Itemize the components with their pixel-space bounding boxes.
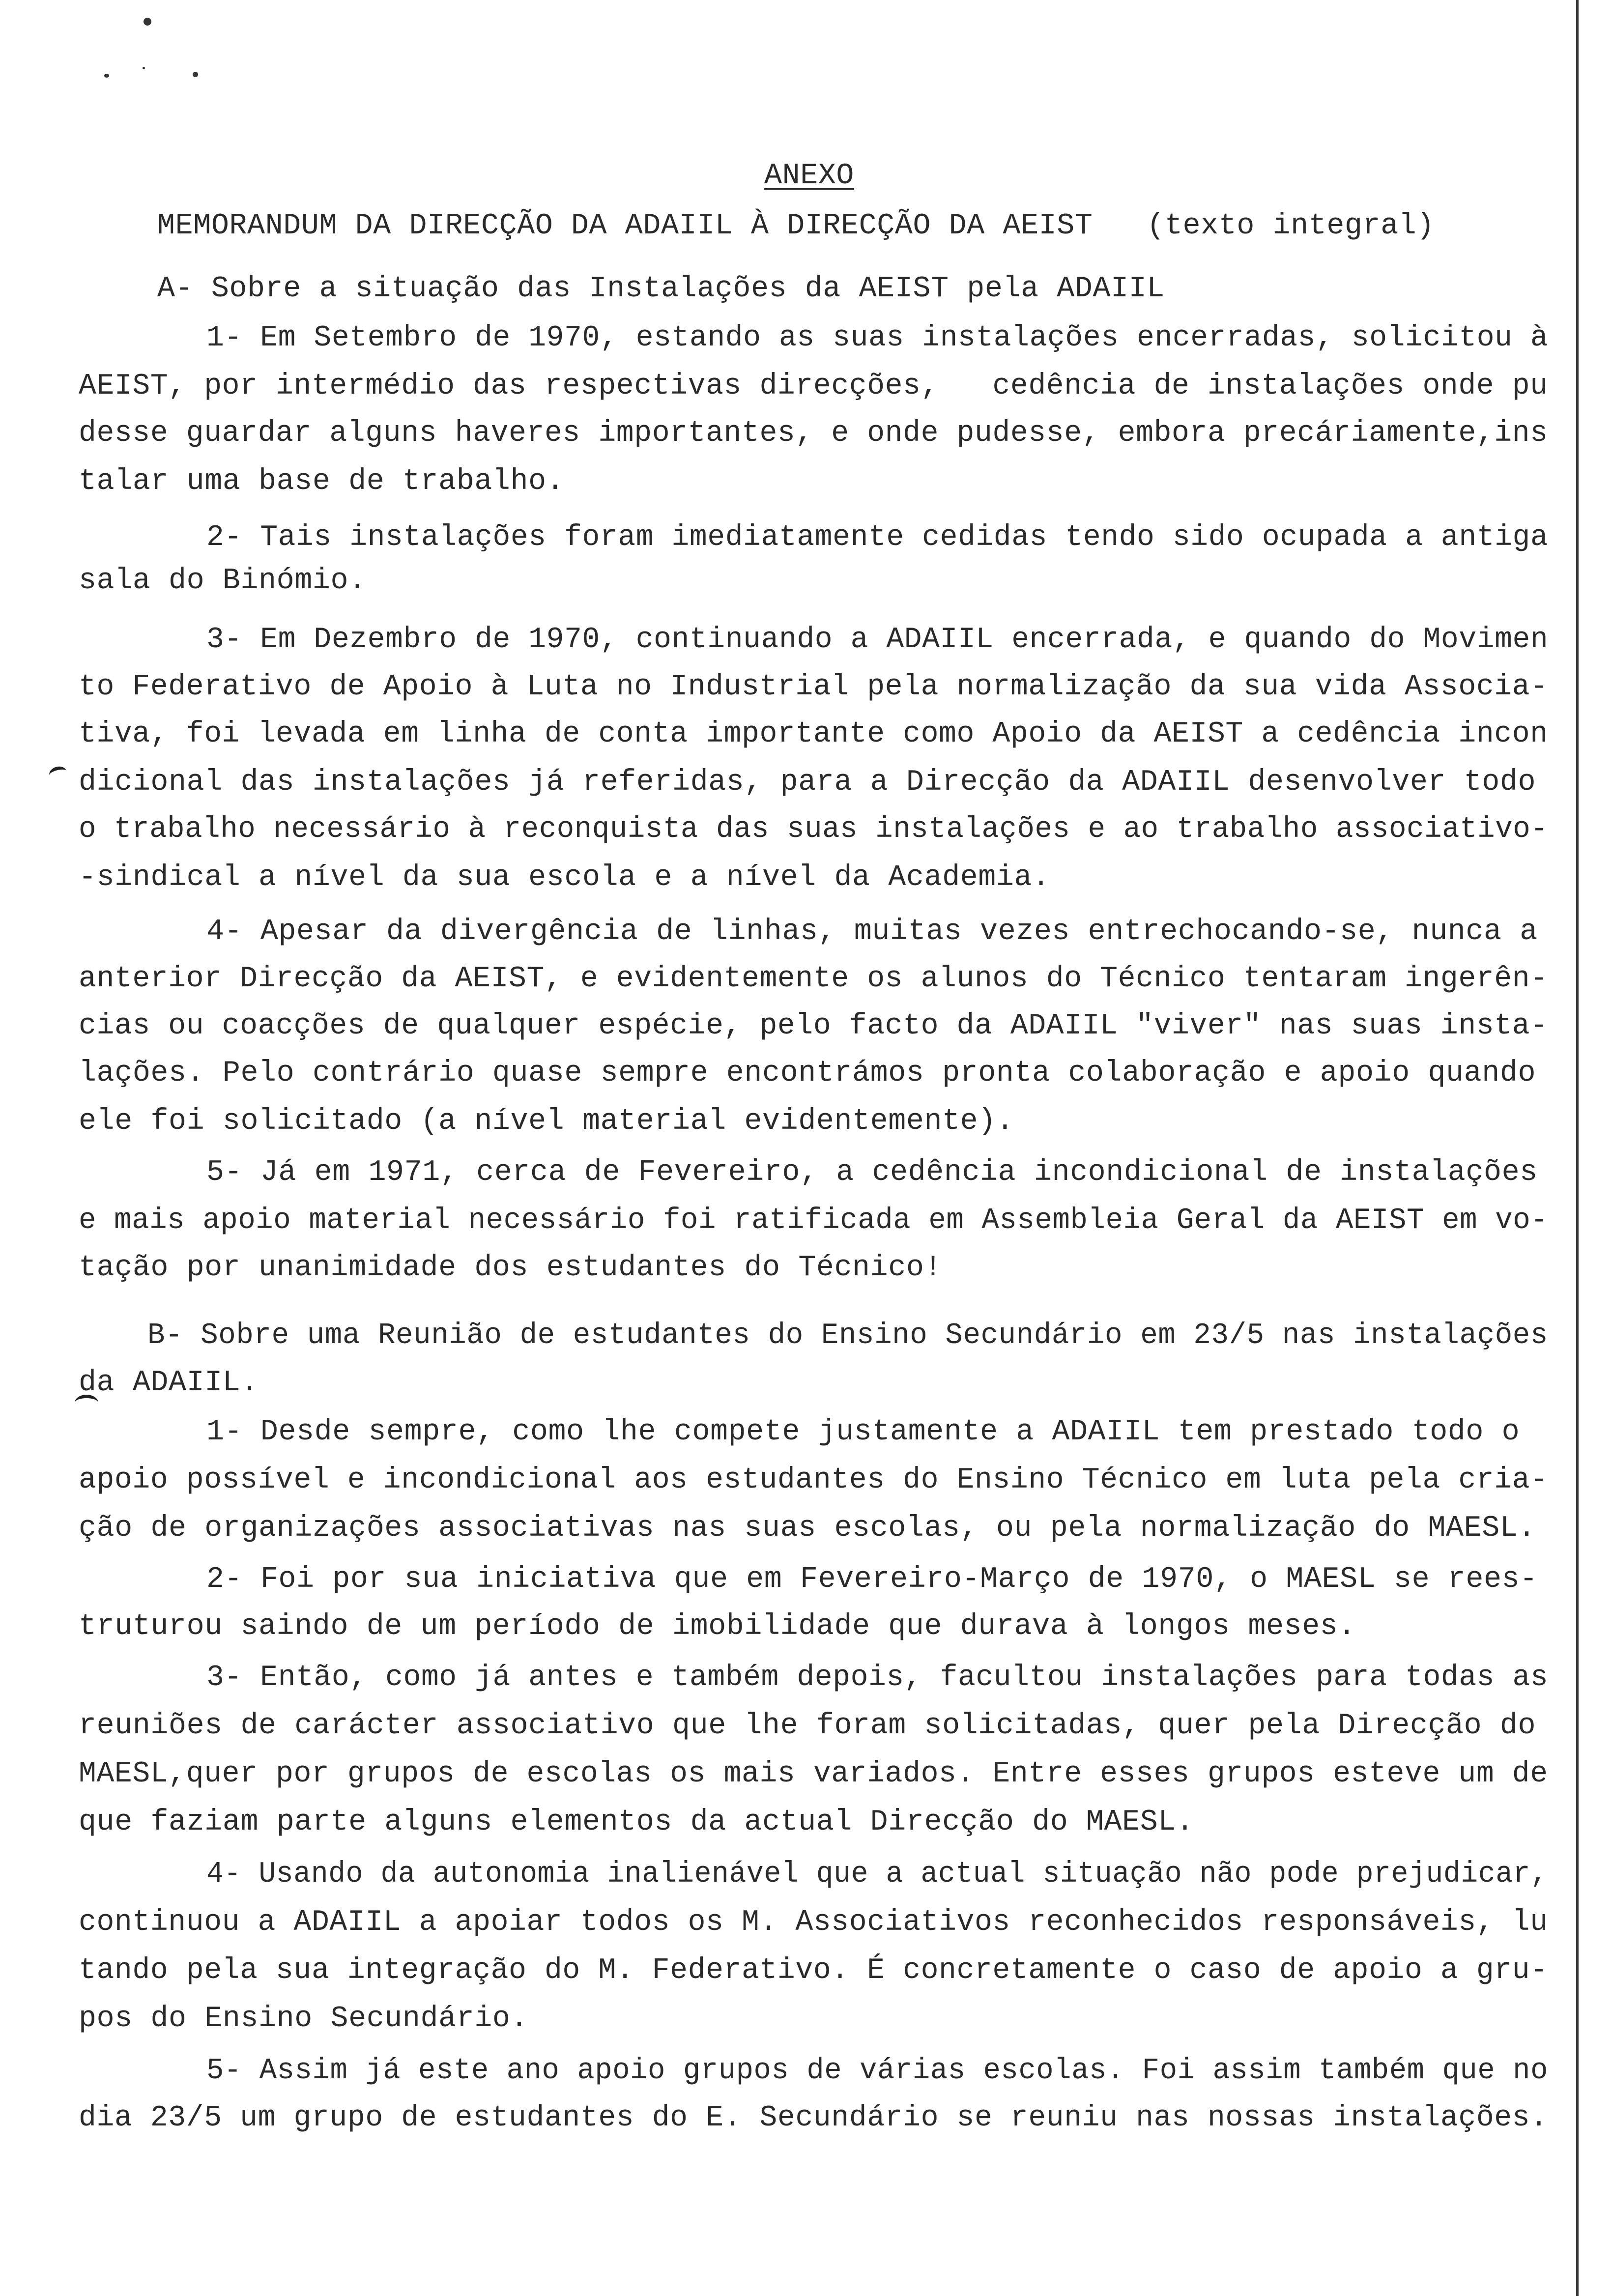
document-subtitle: MEMORANDUM DA DIRECÇÃO DA ADAIIL À DIRECÇÃO DA AEIST (texto integral)	[157, 209, 1435, 243]
paragraph-line: dicional das instalações já referidas, para a Direcção da ADAIIL desenvolver todo	[79, 766, 1536, 799]
paragraph-line: desse guardar alguns haveres importantes, e onde pudesse, embora precáriamente,ins	[79, 417, 1548, 450]
paragraph-line: tiva, foi levada em linha de conta importante como Apoio da AEIST a cedência incon	[79, 718, 1548, 751]
section-heading-b-continued: da ADAIIL.	[79, 1366, 259, 1400]
ink-speck	[193, 72, 198, 77]
paragraph-line: e mais apoio material necessário foi ratificada em Assembleia Geral da AEIST em vo-	[79, 1204, 1549, 1237]
paragraph-line: 3- Em Dezembro de 1970, continuando a ADAIIL encerrada, e quando do Movimen	[206, 623, 1549, 657]
paragraph-line: 4- Usando da autonomia inalienável que a actual situação não pode prejudicar,	[206, 1858, 1548, 1891]
paragraph-line: tando pela sua integração do M. Federativo. É concretamente o caso de apoio a gru-	[79, 1954, 1548, 1987]
paragraph-line: 1- Desde sempre, como lhe compete justamente a ADAIIL tem prestado todo o	[206, 1415, 1520, 1449]
paragraph-line: o trabalho necessário à reconquista das suas instalações e ao trabalho associativo-	[79, 813, 1549, 846]
handwritten-mark	[48, 765, 68, 782]
paragraph-line: to Federativo de Apoio à Luta no Industrial pela normalização da sua vida Associa-	[79, 670, 1548, 704]
paragraph-line: lações. Pelo contrário quase sempre encontrámos pronta colaboração e apoio quando	[79, 1057, 1536, 1090]
paragraph-line: MAESL,quer por grupos de escolas os mais variados. Entre esses grupos esteve um de	[79, 1757, 1548, 1791]
paragraph-line: dia 23/5 um grupo de estudantes do E. Secundário se reuniu nas nossas instalações.	[79, 2101, 1548, 2135]
paragraph-line: pos do Ensino Secundário.	[79, 2002, 529, 2036]
paragraph-line: sala do Binómio.	[79, 564, 367, 598]
paragraph-line: 1- Em Setembro de 1970, estando as suas instalações encerradas, solicitou à	[206, 321, 1549, 355]
paragraph-line: 3- Então, como já antes e também depois, facultou instalações para todas as	[206, 1661, 1549, 1694]
paragraph-line: anterior Direcção da AEIST, e evidentemente os alunos do Técnico tentaram ingerên-	[79, 962, 1548, 996]
paragraph-line: 5- Assim já este ano apoio grupos de várias escolas. Foi assim também que no	[206, 2054, 1549, 2088]
paragraph-line: AEIST, por intermédio das respectivas direcções, cedência de instalações onde pu	[79, 370, 1548, 403]
paragraph-line: -sindical a nível da sua escola e a nível da Academia.	[79, 861, 1050, 894]
paragraph-line: truturou saindo de um período de imobilidade que durava à longos meses.	[79, 1610, 1356, 1643]
paragraph-line: talar uma base de trabalho.	[79, 465, 565, 498]
paragraph-line: 2- Foi por sua iniciativa que em Fevereiro-Março de 1970, o MAESL se rees-	[206, 1563, 1538, 1596]
ink-speck	[104, 74, 109, 78]
paragraph-line: tação por unanimidade dos estudantes do Técnico!	[79, 1251, 943, 1285]
paragraph-line: apoio possível e incondicional aos estudantes do Ensino Técnico em luta pela cria-	[79, 1464, 1548, 1497]
section-heading-b: B- Sobre uma Reunião de estudantes do Ensino Secundário em 23/5 nas instalações	[147, 1319, 1548, 1352]
page-edge-line	[1576, 0, 1579, 2296]
paragraph-line: ele foi solicitado (a nível material evidentemente).	[79, 1105, 1014, 1138]
paragraph-line: ção de organizações associativas nas suas escolas, ou pela normalização do MAESL.	[79, 1512, 1536, 1545]
ink-speck	[143, 67, 145, 69]
document-title: ANEXO	[764, 159, 855, 193]
paragraph-line: 5- Já em 1971, cerca de Fevereiro, a cedência incondicional de instalações	[206, 1156, 1538, 1189]
paragraph-line: 4- Apesar da divergência de linhas, muitas vezes entrechocando-se, nunca a	[206, 915, 1538, 948]
section-heading-a: A- Sobre a situação das Instalações da AEIST pela ADAIIL	[157, 272, 1165, 306]
paragraph-line: cias ou coacções de qualquer espécie, pelo facto da ADAIIL "viver" nas suas insta-	[79, 1009, 1548, 1043]
ink-speck	[144, 18, 151, 26]
paragraph-line: 2- Tais instalações foram imediatamente cedidas tendo sido ocupada a antiga	[206, 521, 1549, 554]
paragraph-line: que faziam parte alguns elementos da actual Direcção do MAESL.	[79, 1806, 1194, 1839]
paragraph-line: continuou a ADAIIL a apoiar todos os M. Associativos reconhecidos responsáveis, lu	[79, 1906, 1548, 1939]
paragraph-line: reuniões de carácter associativo que lhe foram solicitadas, quer pela Direcção do	[79, 1709, 1536, 1743]
